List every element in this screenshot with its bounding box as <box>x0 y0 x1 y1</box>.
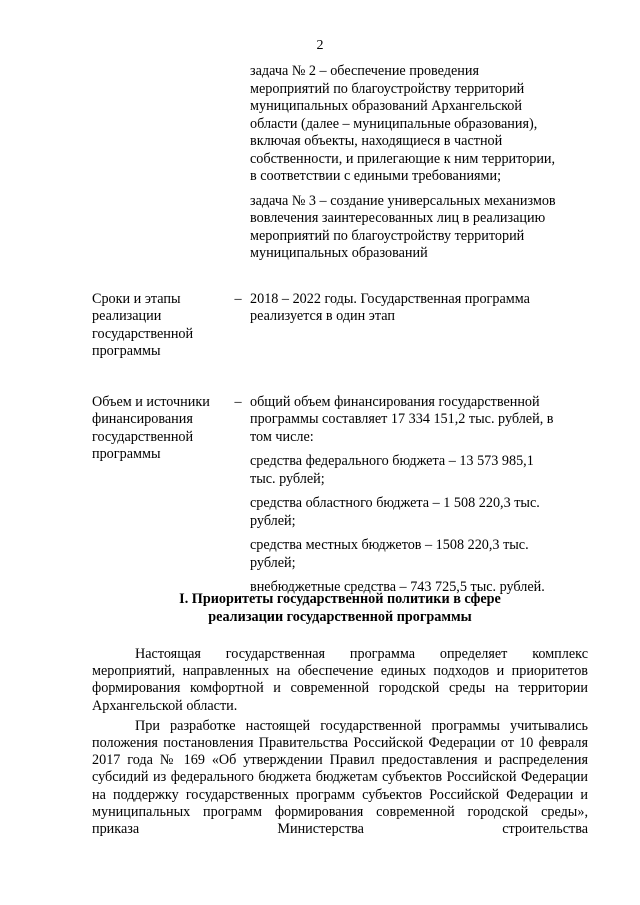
page-number: 2 <box>316 38 324 53</box>
paragraph-1: Настоящая государственная программа определяет комплекс мероприятий, направленных на обеспечение единых подходов и приоритетов формирования комфортной и современной городской среды на территории Архангельской области. <box>92 646 588 714</box>
funding-regional: средства областного бюджета – 1 508 220,3 тыс. рублей; <box>250 495 540 529</box>
funding-dash: – <box>234 393 242 410</box>
funding-extrabudgetary: внебюджетные средства – 743 725,5 тыс. рублей. <box>250 579 545 595</box>
terms-row <box>92 291 562 361</box>
program-passport-table <box>92 63 562 597</box>
terms-dash: – <box>234 290 242 307</box>
funding-federal: средства федерального бюджета – 13 573 985,1 тыс. рублей; <box>250 453 534 487</box>
tasks-value <box>250 63 562 263</box>
tasks-dash-empty <box>226 63 250 263</box>
section-title-line-1: I. Приоритеты государственной политики в сфере <box>179 591 501 607</box>
terms-label: Сроки и этапы реализации государственной программы <box>92 290 194 359</box>
funding-label: Объем и источники финансирования государственной программы <box>92 393 210 462</box>
section-title-line-2: реализации государственной программы <box>208 609 472 625</box>
funding-row <box>92 394 562 597</box>
terms-value <box>250 291 562 361</box>
tasks-row <box>92 63 562 263</box>
funding-value <box>250 394 562 597</box>
paragraph-2: При разработке настоящей государственной программы учитывались положения постановления Правительства Российской Федерации от 10 февраля 2017 года № 169 «Об утверждении Правил предоставления и распределения субсидий из федерального бюджета бюджетам субъектов Российской Федерации на поддержку государственных программ субъектов Российской Федерации и муниципальных программ формирования современной городской среды», приказа Министерства строительства <box>92 717 588 838</box>
task-2-text: задача № 2 – обеспечение проведения мероприятий по благоустройству территорий муниципальных образований Архангельской области (далее – муниципальные образования), включая объекты, находящиеся в частной собственности, и прилегающие к ним территории, в соответствии с едиными требованиями; <box>250 63 556 184</box>
funding-local: средства местных бюджетов – 1508 220,3 тыс. рублей; <box>250 537 529 571</box>
funding-total: общий объем финансирования государственной программы составляет 17 334 151,2 тыс. рублей, в том числе: <box>250 393 554 445</box>
section-body <box>92 646 588 838</box>
task-3-text: задача № 3 – создание универсальных механизмов вовлечения заинтересованных лиц в реализацию мероприятий по благоустройству территорий муниципальных образований <box>250 192 556 261</box>
terms-text: 2018 – 2022 годы. Государственная программа реализуется в один этап <box>250 290 530 324</box>
tasks-label-empty <box>92 63 226 263</box>
section-title <box>92 590 588 626</box>
